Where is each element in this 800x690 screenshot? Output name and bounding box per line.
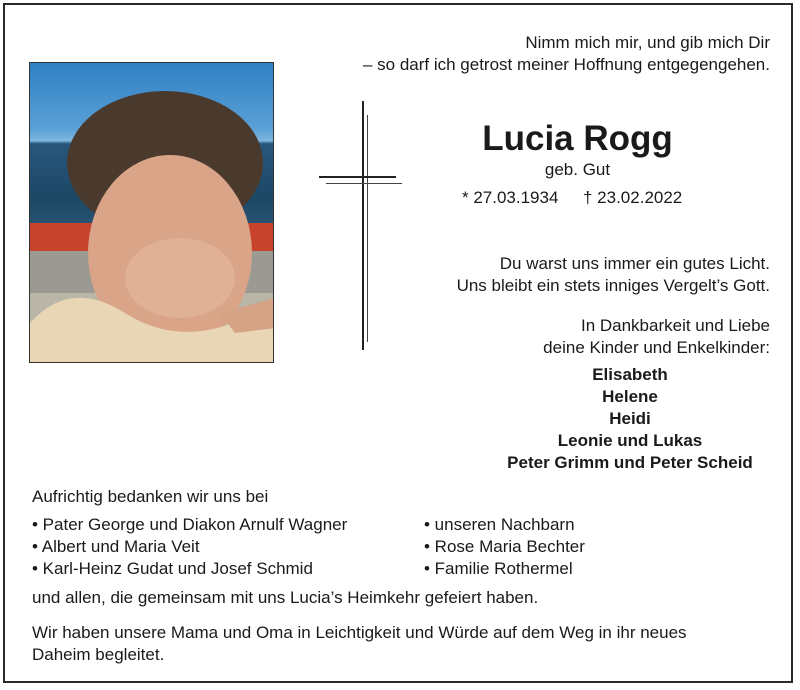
cross-vertical-bar-thin <box>367 115 368 342</box>
mourners-intro-2: deine Kinder und Enkelkinder: <box>543 338 770 357</box>
quote-line-2: – so darf ich getrost meiner Hoffnung entgegengehen. <box>362 55 770 74</box>
quote-line-1: Nimm mich mir, und gib mich Dir <box>525 33 770 52</box>
mourners-intro-1: In Dankbarkeit und Liebe <box>580 316 770 335</box>
mourner-name: Heidi <box>609 409 651 428</box>
thanks-item: • Albert und Maria Veit <box>32 537 200 556</box>
deceased-name: Lucia Rogg <box>482 119 673 158</box>
thanks-item: • Pater George und Diakon Arnulf Wagner <box>32 515 348 534</box>
thanks-intro: Aufrichtig bedanken wir uns bei <box>32 487 269 506</box>
birth-date: * 27.03.1934 <box>462 188 559 207</box>
thanks-item: • Familie Rothermel <box>424 559 573 578</box>
mourner-name: Elisabeth <box>592 365 668 384</box>
cross-vertical-bar <box>362 101 364 350</box>
mourner-name: Leonie und Lukas <box>557 431 703 450</box>
thanks-item: • Karl-Heinz Gudat und Josef Schmid <box>32 559 313 578</box>
final-note-line-1: Wir haben unsere Mama und Oma in Leichtigkeit und Würde auf dem Weg in ihr neues <box>32 623 687 642</box>
portrait-photo <box>29 62 274 363</box>
birth-name: geb. Gut <box>544 160 611 179</box>
thanks-item: • Rose Maria Bechter <box>424 537 585 556</box>
verse-line-1: Du warst uns immer ein gutes Licht. <box>499 254 770 273</box>
cross-horizontal-bar-thin <box>326 183 402 184</box>
death-date: † 23.02.2022 <box>583 188 683 207</box>
cross-horizontal-bar <box>319 176 396 178</box>
mourner-name: Helene <box>602 387 658 406</box>
mourner-name: Peter Grimm und Peter Scheid <box>507 453 753 472</box>
verse-line-2: Uns bleibt ein stets inniges Vergelt’s Gott. <box>456 276 770 295</box>
final-note-line-2: Daheim begleitet. <box>32 645 165 664</box>
thanks-item: • unseren Nachbarn <box>424 515 575 534</box>
thanks-closing: und allen, die gemeinsam mit uns Lucia’s Heimkehr gefeiert haben. <box>32 588 539 607</box>
